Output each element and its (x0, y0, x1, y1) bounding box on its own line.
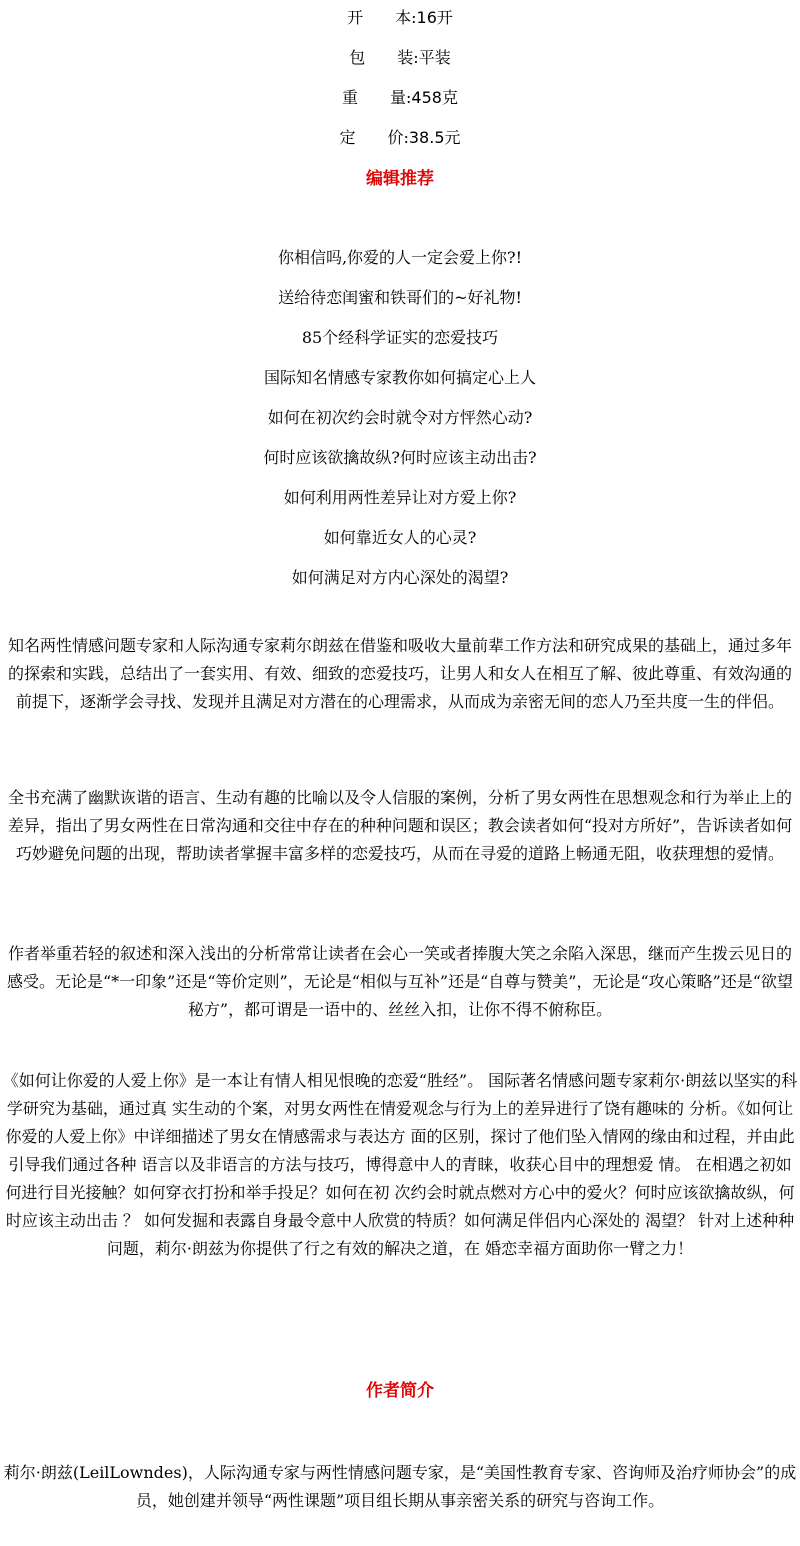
tagline: 如何满足对方内心深处的渴望? (291, 568, 509, 587)
author-intro-heading: 作者简介 (366, 1381, 434, 1401)
spec-format: 开 本:16开 (347, 8, 453, 27)
tagline: 国际知名情感专家教你如何搞定心上人 (263, 368, 536, 387)
spec-label: 包 装 (349, 48, 414, 67)
description-paragraph: 作者举重若轻的叙述和深入浅出的分析常常让读者在会心一笑或者捧腹大笑之余陷入深思，继而产生拨云见日的感受。无论是“*一印象”还是“等价定则”，无论是“相似与互补”还是“自尊与赞美”，无论是“攻心策略”还是“欲望秘方”，都可谓是一语中的、丝丝入扣，让你不得不俯称臣。 (7, 944, 793, 1019)
tagline: 送给待恋闺蜜和铁哥们的~好礼物! (278, 288, 522, 307)
spec-label: 重 量 (342, 88, 407, 107)
tagline: 如何靠近女人的心灵? (323, 528, 477, 547)
spec-value: 平装 (418, 48, 451, 67)
spec-price: 定 价:38.5元 (339, 128, 461, 147)
spec-label: 定 价 (339, 128, 404, 147)
spec-label: 开 本 (347, 8, 412, 27)
spec-value: 38.5元 (408, 128, 461, 147)
author-bio-paragraph: 莉尔·朗兹(LeilLowndes)，人际沟通专家与两性情感问题专家，是“美国性教育专家、咨询师及治疗师协会”的成员，她创建并领导“两性课题”项目组长期从事亲密关系的研究与咨询工作。 (3, 1463, 797, 1510)
tagline: 你相信吗,你爱的人一定会爱上你?! (277, 248, 523, 267)
spec-weight: 重 量:458克 (342, 88, 458, 107)
description-paragraph: 《如何让你爱的人爱上你》是一本让有情人相见恨晚的恋爱“胜经”。 国际著名情感问题专家莉尔·朗兹以坚实的科学研究为基础，通过真 实生动的个案，对男女两性在情爱观念与行为上的差异进行了饶有趣味的 分析。《如何让你爱的人爱上你》中详细描述了男女在情感需求与表达方 面的区别，探讨了他们坠入情网的缘由和过程，并由此引导我们通过各种 语言以及非语言的方法与技巧，博得意中人的青睐，收获心目中的理想爱 情。 在相遇之初如何进行目光接触？如何穿衣打扮和举手投足？如何在初 次约会时就点燃对方心中的爱火？何时应该欲擒故纵，何时应该主动出击 ？ 如何发掘和表露自身最令意中人欣赏的特质？如何满足伴侣内心深处的 渴望？ 针对上述种种问题，莉尔·朗兹为你提供了行之有效的解决之道，在 婚恋幸福方面助你一臂之力！ (2, 1071, 798, 1258)
spec-value: 16开 (416, 8, 453, 27)
tagline: 如何在初次约会时就令对方怦然心动? (267, 408, 533, 427)
tagline: 如何利用两性差异让对方爱上你? (283, 488, 517, 507)
editor-recommend-heading: 编辑推荐 (366, 169, 434, 189)
tagline: 何时应该欲擒故纵?何时应该主动出击? (263, 448, 537, 467)
spec-value: 458克 (411, 88, 458, 107)
description-paragraph: 知名两性情感问题专家和人际沟通专家莉尔朗兹在借鉴和吸收大量前辈工作方法和研究成果的基础上，通过多年的探索和实践，总结出了一套实用、有效、细致的恋爱技巧，让男人和女人在相互了解、彼此尊重、有效沟通的前提下，逐渐学会寻找、发现并且满足对方潜在的心理需求，从而成为亲密无间的恋人乃至共度一生的伴侣。 (7, 636, 792, 711)
description-paragraph: 全书充满了幽默诙谐的语言、生动有趣的比喻以及令人信服的案例，分析了男女两性在思想观念和行为举止上的差异，指出了男女两性在日常沟通和交往中存在的种种问题和误区；教会读者如何“投对方所好”，告诉读者如何巧妙避免问题的出现，帮助读者掌握丰富多样的恋爱技巧，从而在寻爱的道路上畅通无阻，收获理想的爱情。 (7, 788, 793, 863)
tagline: 85个经科学证实的恋爱技巧 (301, 328, 499, 347)
spec-packaging: 包 装:平装 (349, 48, 451, 67)
